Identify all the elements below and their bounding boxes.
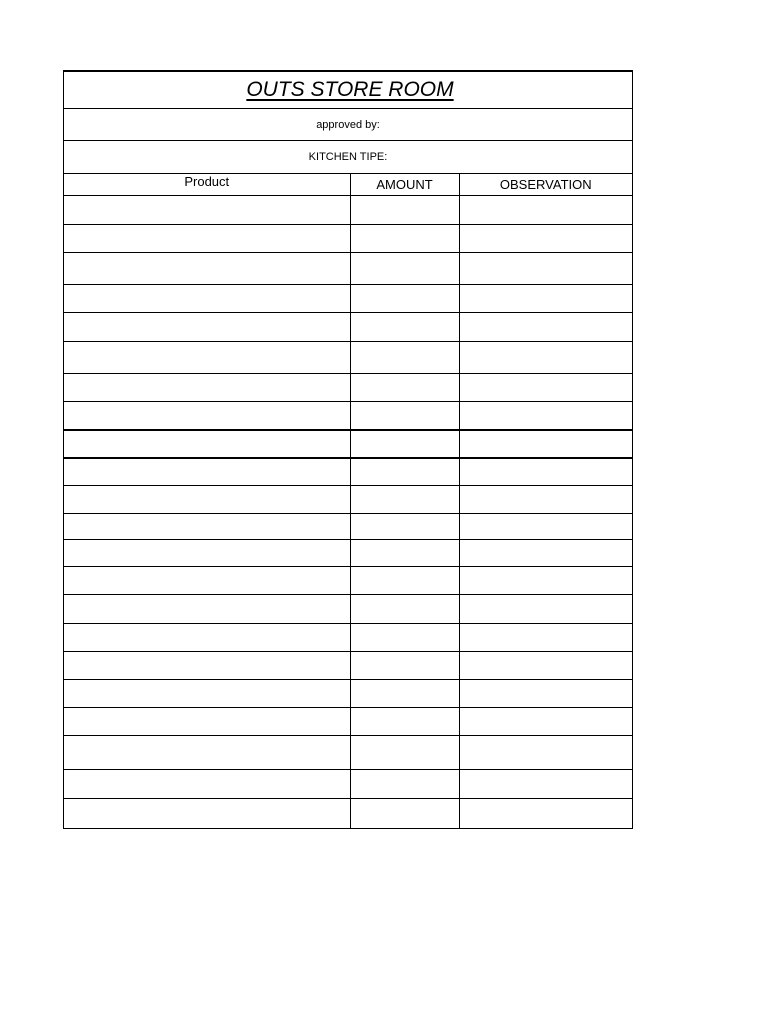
cell-observation[interactable] xyxy=(459,458,632,486)
form-title: OUTS STORE ROOM xyxy=(246,78,454,101)
cell-product[interactable] xyxy=(64,708,350,736)
cell-amount[interactable] xyxy=(350,770,459,799)
kitchen-type-label: KITCHEN TIPE: xyxy=(308,151,388,163)
cell-product[interactable] xyxy=(64,567,350,595)
table-row xyxy=(64,540,632,567)
store-room-form xyxy=(63,70,633,829)
cell-product[interactable] xyxy=(64,430,350,458)
title-row xyxy=(64,72,632,109)
cell-product[interactable] xyxy=(64,624,350,652)
cell-product[interactable] xyxy=(64,514,350,540)
header-amount: AMOUNT xyxy=(350,174,459,196)
table-row xyxy=(64,225,632,253)
cell-amount[interactable] xyxy=(350,680,459,708)
table-header-row xyxy=(64,174,632,196)
cell-observation[interactable] xyxy=(459,652,632,680)
table-body xyxy=(64,196,632,828)
table-row xyxy=(64,652,632,680)
cell-observation[interactable] xyxy=(459,680,632,708)
cell-amount[interactable] xyxy=(350,486,459,514)
cell-observation[interactable] xyxy=(459,770,632,799)
cell-observation[interactable] xyxy=(459,253,632,285)
kitchen-type-row xyxy=(64,141,632,174)
table-row xyxy=(64,595,632,624)
cell-observation[interactable] xyxy=(459,799,632,828)
cell-product[interactable] xyxy=(64,595,350,624)
cell-observation[interactable] xyxy=(459,736,632,770)
cell-amount[interactable] xyxy=(350,514,459,540)
table-row xyxy=(64,736,632,770)
cell-product[interactable] xyxy=(64,770,350,799)
cell-amount[interactable] xyxy=(350,458,459,486)
cell-observation[interactable] xyxy=(459,567,632,595)
cell-observation[interactable] xyxy=(459,486,632,514)
table-row xyxy=(64,402,632,430)
table-row xyxy=(64,514,632,540)
cell-amount[interactable] xyxy=(350,799,459,828)
cell-observation[interactable] xyxy=(459,540,632,567)
cell-observation[interactable] xyxy=(459,708,632,736)
cell-product[interactable] xyxy=(64,799,350,828)
cell-observation[interactable] xyxy=(459,374,632,402)
cell-product[interactable] xyxy=(64,342,350,374)
cell-amount[interactable] xyxy=(350,342,459,374)
table-row xyxy=(64,430,632,458)
table-row xyxy=(64,458,632,486)
cell-amount[interactable] xyxy=(350,225,459,253)
table-row xyxy=(64,624,632,652)
cell-product[interactable] xyxy=(64,285,350,313)
cell-product[interactable] xyxy=(64,652,350,680)
cell-amount[interactable] xyxy=(350,595,459,624)
cell-observation[interactable] xyxy=(459,595,632,624)
cell-amount[interactable] xyxy=(350,430,459,458)
cell-amount[interactable] xyxy=(350,708,459,736)
table-row xyxy=(64,799,632,828)
cell-product[interactable] xyxy=(64,486,350,514)
cell-amount[interactable] xyxy=(350,540,459,567)
table-row xyxy=(64,196,632,225)
cell-observation[interactable] xyxy=(459,514,632,540)
cell-product[interactable] xyxy=(64,253,350,285)
cell-amount[interactable] xyxy=(350,313,459,342)
cell-observation[interactable] xyxy=(459,624,632,652)
table-row xyxy=(64,567,632,595)
cell-observation[interactable] xyxy=(459,313,632,342)
cell-amount[interactable] xyxy=(350,253,459,285)
table-row xyxy=(64,342,632,374)
table-row xyxy=(64,680,632,708)
cell-product[interactable] xyxy=(64,540,350,567)
cell-product[interactable] xyxy=(64,374,350,402)
cell-observation[interactable] xyxy=(459,430,632,458)
cell-amount[interactable] xyxy=(350,624,459,652)
cell-product[interactable] xyxy=(64,402,350,430)
header-product: Product xyxy=(64,174,350,196)
table-row xyxy=(64,486,632,514)
table-row xyxy=(64,313,632,342)
approved-by-label: approved by: xyxy=(316,118,380,131)
header-observation: OBSERVATION xyxy=(459,174,632,196)
table-row xyxy=(64,770,632,799)
cell-observation[interactable] xyxy=(459,285,632,313)
approved-by-row xyxy=(64,109,632,141)
cell-amount[interactable] xyxy=(350,567,459,595)
cell-product[interactable] xyxy=(64,313,350,342)
cell-amount[interactable] xyxy=(350,374,459,402)
cell-product[interactable] xyxy=(64,225,350,253)
cell-observation[interactable] xyxy=(459,402,632,430)
cell-product[interactable] xyxy=(64,680,350,708)
cell-product[interactable] xyxy=(64,736,350,770)
cell-observation[interactable] xyxy=(459,196,632,225)
cell-amount[interactable] xyxy=(350,196,459,225)
table-row xyxy=(64,374,632,402)
cell-amount[interactable] xyxy=(350,652,459,680)
cell-amount[interactable] xyxy=(350,285,459,313)
cell-product[interactable] xyxy=(64,196,350,225)
product-table xyxy=(64,174,632,828)
cell-amount[interactable] xyxy=(350,736,459,770)
table-row xyxy=(64,285,632,313)
table-row xyxy=(64,253,632,285)
cell-observation[interactable] xyxy=(459,342,632,374)
table-row xyxy=(64,708,632,736)
cell-observation[interactable] xyxy=(459,225,632,253)
cell-amount[interactable] xyxy=(350,402,459,430)
cell-product[interactable] xyxy=(64,458,350,486)
